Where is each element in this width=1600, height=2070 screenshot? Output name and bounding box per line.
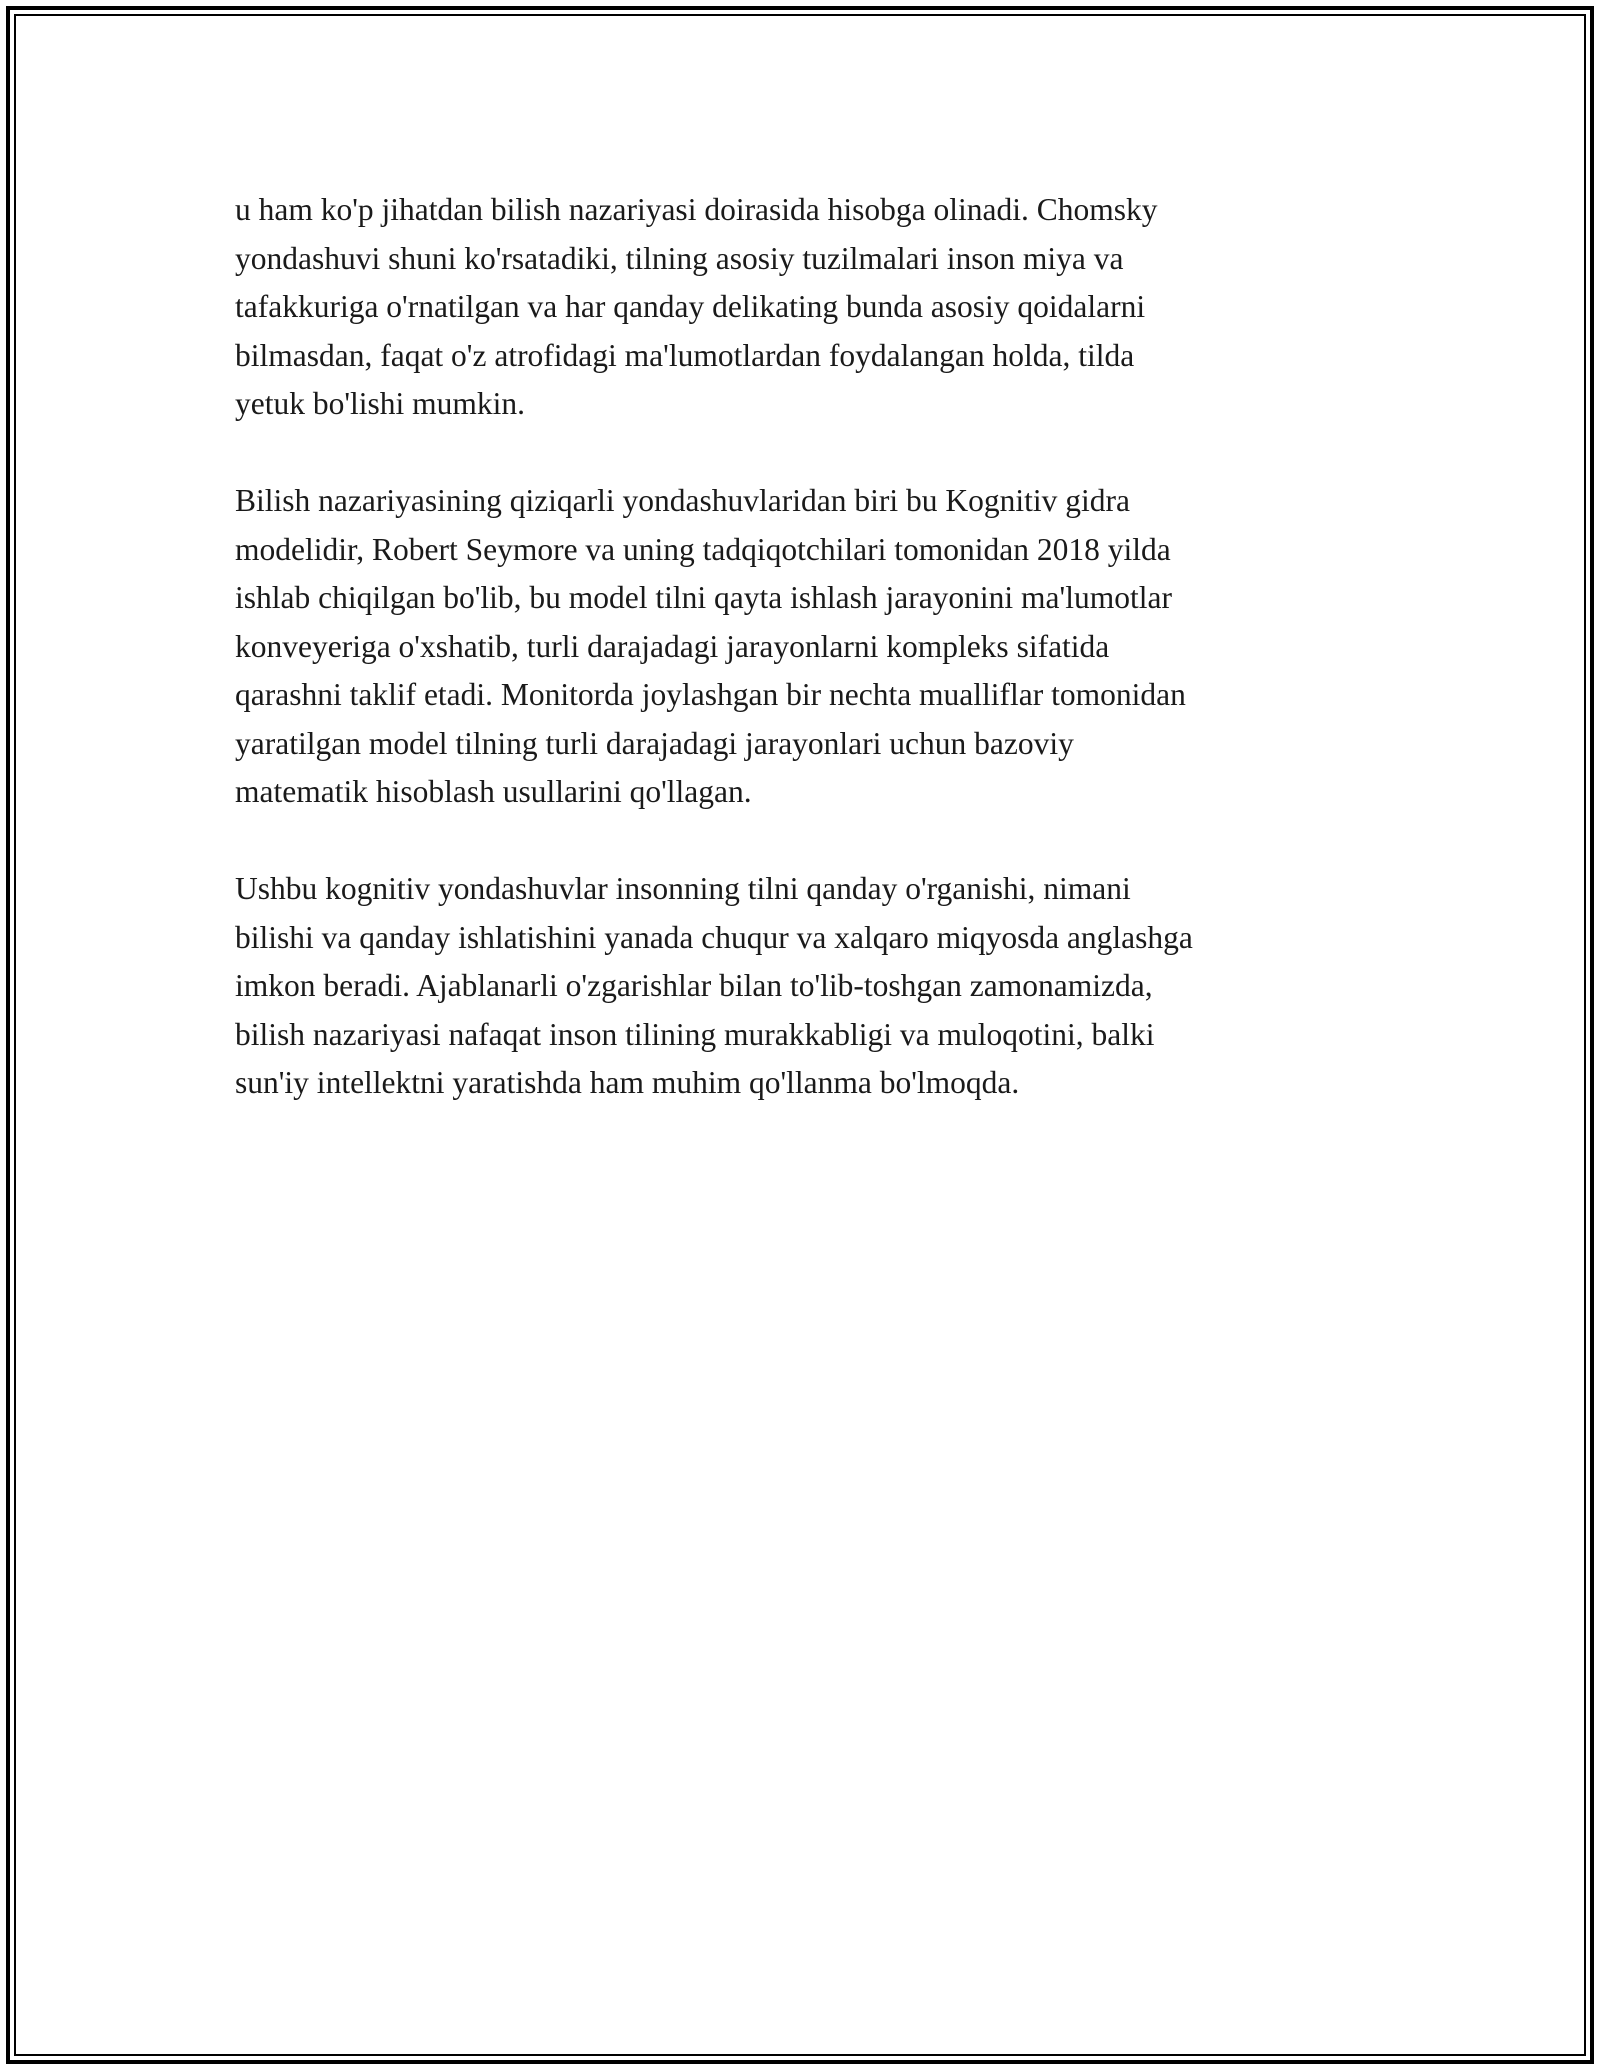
text-line: Bilish nazariyasining qiziqarli yondashuvlaridan biri bu Kognitiv gidra (235, 483, 1130, 518)
text-line: modelidir, Robert Seymore va uning tadqiqotchilari tomonidan 2018 yilda (235, 531, 1171, 567)
text-line: bilmasdan, faqat o'z atrofidagi ma'lumotlardan foydalangan holda, tilda (235, 337, 1135, 373)
text-line: bilish nazariyasi nafaqat inson tilining murakkabligi va muloqotini, balki (235, 1016, 1155, 1052)
text-line: tafakkuriga o'rnatilgan va har qanday delikating bunda asosiy qoidalarni (235, 289, 1146, 324)
text-line: konveyeriga o'xshatib, turli darajadagi jarayonlarni kompleks sifatida (235, 628, 1110, 664)
text-line: yetuk bo'lishi mumkin. (235, 386, 526, 421)
text-line: yondashuvi shuni ko'rsatadiki, tilning asosiy tuzilmalari inson miya va (235, 240, 1124, 276)
text-line: qarashni taklif etadi. Monitorda joylashgan bir nechta mualliflar tomonidan (235, 677, 1186, 712)
text-line: u ham ko'p jihatdan bilish nazariyasi doirasida hisobga olinadi. Chomsky (235, 192, 1158, 227)
text-line: bilishi va qanday ishlatishini yanada chuqur va xalqaro miqyosda anglashga (235, 919, 1193, 955)
text-line: yaratilgan model tilning turli darajadagi jarayonlari uchun bazoviy (235, 725, 1074, 761)
paragraph-1 (235, 186, 1375, 429)
text-line: imkon beradi. Ajablanarli o'zgarishlar bilan to'lib-toshgan zamonamizda, (235, 968, 1153, 1003)
text-line: matematik hisoblash usullarini qo'llagan. (235, 774, 752, 809)
paragraph-3 (235, 865, 1375, 1108)
paragraph-2 (235, 477, 1375, 817)
text-line: Ushbu kognitiv yondashuvlar insonning tilni qanday o'rganishi, nimani (235, 871, 1131, 906)
document-body (235, 186, 1375, 1156)
text-line: sun'iy intellektni yaratishda ham muhim qo'llanma bo'lmoqda. (235, 1065, 1020, 1100)
text-line: ishlab chiqilgan bo'lib, bu model tilni qayta ishlash jarayonini ma'lumotlar (235, 580, 1172, 615)
